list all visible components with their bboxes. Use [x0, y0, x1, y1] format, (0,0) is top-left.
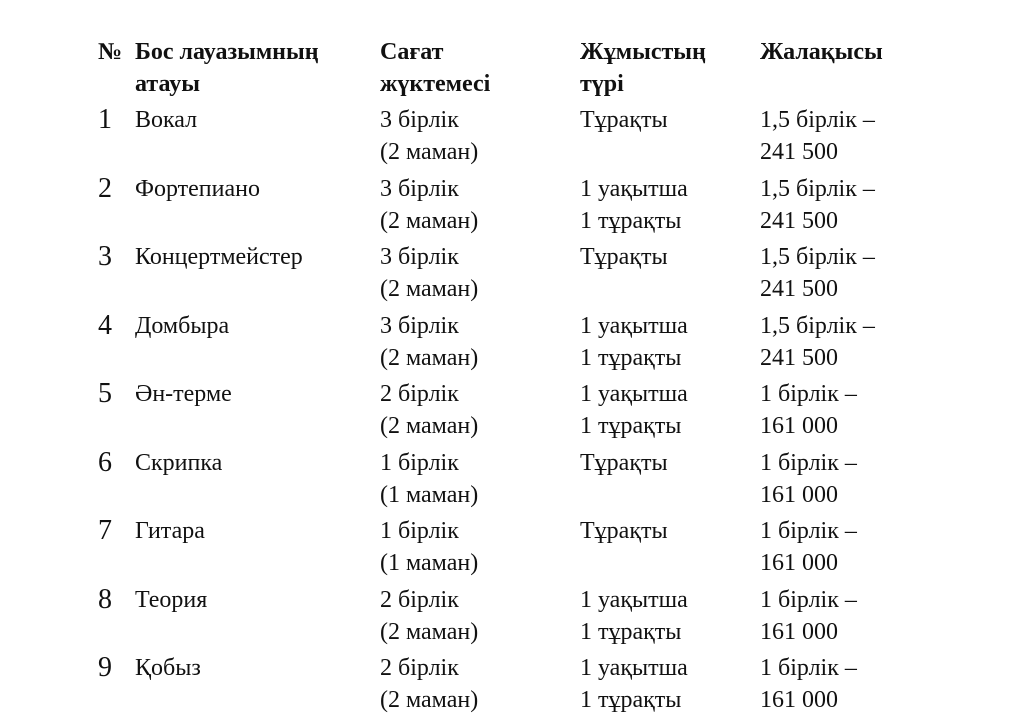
header-hours [380, 36, 490, 100]
work-type-line: Тұрақты [580, 244, 668, 270]
position-name: Домбыра [135, 313, 230, 339]
hours-load [380, 447, 478, 511]
salary [760, 652, 857, 716]
header-hours-line: Сағат [380, 39, 444, 65]
salary-line: 241 500 [760, 139, 838, 165]
salary [760, 310, 875, 374]
hours-load [380, 241, 478, 305]
hours-load [380, 515, 478, 579]
hours-load-line: 1 бірлік [380, 518, 459, 544]
header-number: № [98, 39, 123, 65]
work-type-line: 1 тұрақты [580, 687, 682, 713]
hours-load [380, 378, 478, 442]
salary [760, 378, 857, 442]
hours-load-line: (2 маман) [380, 413, 479, 439]
position-name: Концертмейстер [135, 244, 303, 270]
position-name: Вокал [135, 107, 198, 133]
row-number: 7 [98, 515, 112, 546]
salary [760, 515, 857, 579]
work-type [580, 584, 688, 648]
header-work-type [580, 36, 706, 100]
work-type [580, 515, 668, 547]
header-work-type-line: түрі [580, 71, 624, 97]
header-hours-line: жүктемесі [380, 71, 491, 97]
row-number: 2 [98, 173, 112, 204]
work-type-line: 1 уақытша [580, 587, 688, 613]
salary-line: 1 бірлік – [760, 450, 857, 476]
salary-line: 241 500 [760, 345, 838, 371]
hours-load-line: (2 маман) [380, 139, 479, 165]
hours-load-line: 3 бірлік [380, 107, 459, 133]
hours-load-line: (2 маман) [380, 276, 479, 302]
row-number: 5 [98, 378, 112, 409]
work-type-line: 1 уақытша [580, 313, 688, 339]
row-number: 1 [98, 104, 112, 135]
work-type-line: 1 тұрақты [580, 208, 682, 234]
salary-line: 1 бірлік – [760, 381, 857, 407]
position-name: Гитара [135, 518, 205, 544]
work-type-line: 1 тұрақты [580, 345, 682, 371]
salary-line: 161 000 [760, 619, 838, 645]
hours-load-line: (1 маман) [380, 482, 479, 508]
hours-load-line: 2 бірлік [380, 587, 459, 613]
row-number: 8 [98, 584, 112, 615]
work-type-line: 1 уақытша [580, 176, 688, 202]
salary-line: 1,5 бірлік – [760, 176, 875, 202]
hours-load-line: (2 маман) [380, 687, 479, 713]
hours-load [380, 173, 478, 237]
work-type [580, 447, 668, 479]
work-type-line: 1 уақытша [580, 381, 688, 407]
salary [760, 173, 875, 237]
work-type [580, 104, 668, 136]
salary-line: 241 500 [760, 276, 838, 302]
header-salary [760, 36, 883, 68]
position-name: Қобыз [135, 655, 201, 681]
hours-load [380, 310, 478, 374]
salary-line: 241 500 [760, 208, 838, 234]
salary-line: 1,5 бірлік – [760, 107, 875, 133]
hours-load-line: 3 бірлік [380, 244, 459, 270]
work-type [580, 310, 688, 374]
row-number: 3 [98, 241, 112, 272]
salary-line: 161 000 [760, 482, 838, 508]
work-type-line: Тұрақты [580, 518, 668, 544]
work-type [580, 378, 688, 442]
hours-load-line: 3 бірлік [380, 313, 459, 339]
work-type-line: Тұрақты [580, 107, 668, 133]
position-name: Теория [135, 587, 208, 613]
hours-load [380, 104, 478, 168]
hours-load [380, 584, 478, 648]
hours-load-line: (2 маман) [380, 345, 479, 371]
hours-load-line: 1 бірлік [380, 450, 459, 476]
row-number: 9 [98, 652, 112, 683]
salary [760, 241, 875, 305]
hours-load-line: 3 бірлік [380, 176, 459, 202]
hours-load-line: 2 бірлік [380, 655, 459, 681]
work-type-line: 1 уақытша [580, 655, 688, 681]
hours-load-line: (2 маман) [380, 208, 479, 234]
header-work-type-line: Жұмыстың [580, 39, 706, 65]
header-position-name [135, 36, 319, 100]
salary [760, 447, 857, 511]
salary [760, 584, 857, 648]
header-position-name-line: атауы [135, 71, 200, 97]
position-name: Ән-терме [135, 381, 232, 407]
work-type [580, 173, 688, 237]
work-type-line: 1 тұрақты [580, 413, 682, 439]
position-name: Скрипка [135, 450, 223, 476]
hours-load-line: (1 маман) [380, 550, 479, 576]
position-name: Фортепиано [135, 176, 260, 202]
work-type-line: Тұрақты [580, 450, 668, 476]
work-type-line: 1 тұрақты [580, 619, 682, 645]
salary-line: 161 000 [760, 550, 838, 576]
salary-line: 161 000 [760, 413, 838, 439]
salary-line: 1,5 бірлік – [760, 313, 875, 339]
header-position-name-line: Бос лауазымның [135, 39, 319, 65]
hours-load-line: 2 бірлік [380, 381, 459, 407]
salary [760, 104, 875, 168]
work-type [580, 241, 668, 273]
salary-line: 1 бірлік – [760, 587, 857, 613]
work-type [580, 652, 688, 716]
salary-line: 1 бірлік – [760, 518, 857, 544]
hours-load-line: (2 маман) [380, 619, 479, 645]
salary-line: 161 000 [760, 687, 838, 713]
salary-line: 1,5 бірлік – [760, 244, 875, 270]
header-salary-line: Жалақысы [760, 39, 883, 65]
row-number: 6 [98, 447, 112, 478]
hours-load [380, 652, 478, 716]
row-number: 4 [98, 310, 112, 341]
salary-line: 1 бірлік – [760, 655, 857, 681]
